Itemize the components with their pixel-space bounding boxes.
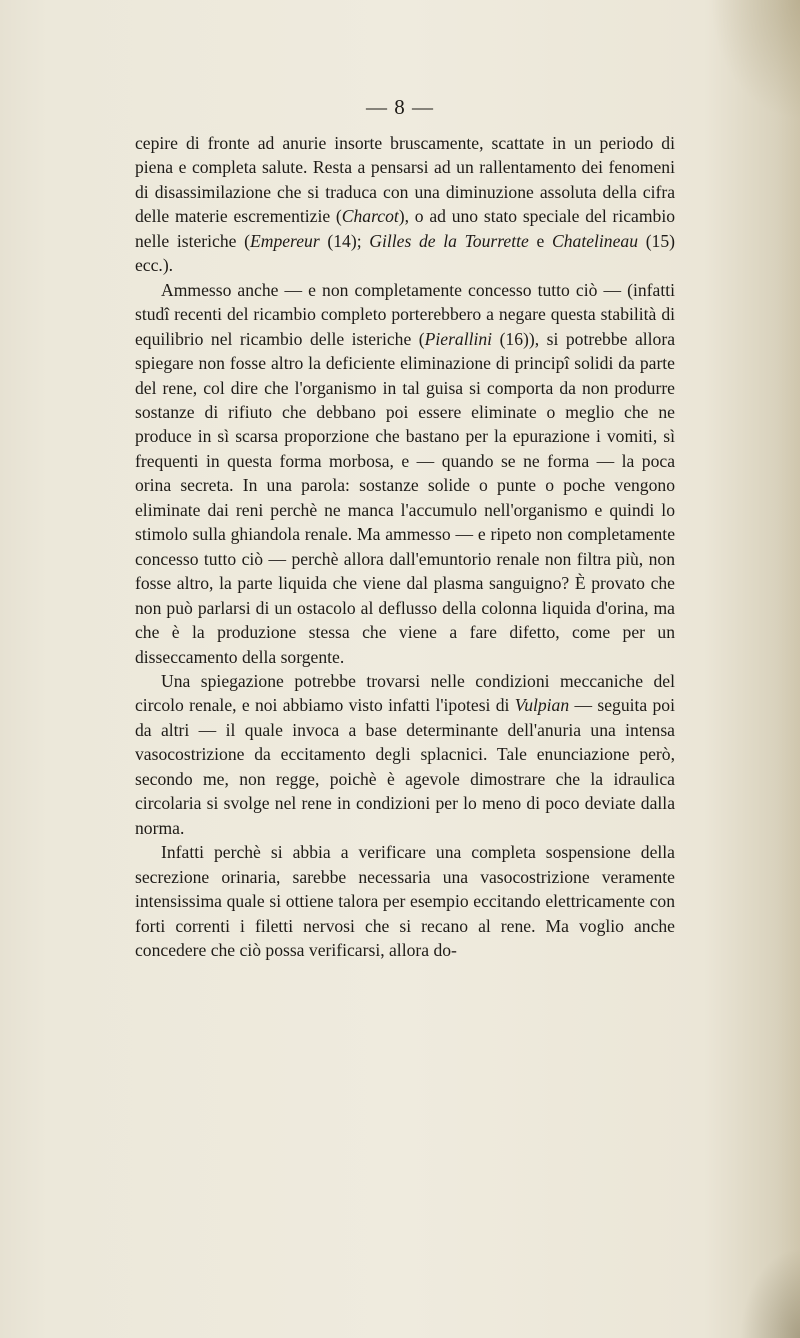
author-name: Chatelineau [552,230,639,251]
paragraph-3: Una spiegazione potrebbe trovarsi nelle condizioni meccaniche del circolo renale, e noi abbiamo visto infatti l'ipotesi di Vulpian — seguita poi da altri — il quale invoca a base determinante dell'anuria una intensa vasocostrizione da eccitamento degli splacnici. Tale enunciazione però, secondo me, non regge, poichè è agevole dimostrare che la idraulica circolaria si svolge nel rene in condizioni per lo meno di poco deviate dalla norma. [135,670,675,838]
paragraph-1: cepire di fronte ad anurie insorte bruscamente, scattate in un periodo di piena e completa salute. Resta a pensarsi ad un rallentamento dei fenomeni di disassimilazione che si traduca con una diminuzione assoluta della cifra delle materie escrementizie (Charcot), o ad uno stato speciale del ricambio nelle isteriche (Empereur (14); Gilles de la Tourrette e Chatelineau (15) ecc.). [135,133,676,276]
page-number: — 8 — [366,95,434,119]
author-name: Pierallini [424,328,493,349]
paper-stain [740,1248,800,1338]
author-name: Charcot [341,206,399,227]
author-name: Vulpian [514,695,570,716]
author-name: Empereur [250,230,320,251]
paragraph-2: Ammesso anche — e non completamente concesso tutto ciò — (infatti studî recenti del ricambio completo porterebbero a negare questa stabilità di equilibrio nel ricambio delle isteriche (Pierallini (16)), si potrebbe allora spiegare non fosse altro la deficiente eliminazione di principî solidi da parte del rene, col dire che l'organismo in tal guisa si comporta da non produrre sostanze di rifiuto che debbano poi essere eliminate o meglio che ne produce in sì scarsa proporzione che bastano per la epurazione i vomiti, sì frequenti in questa forma morbosa, e — quando se ne forma — la poca orina secreta. In una parola: sostanze solide o punte o poche vengono eliminate dai reni perchè ne manca l'accumulo nell'organismo e quindi lo stimolo sulla ghiandola renale. Ma ammesso — e ripeto non completamente concesso tutto ciò — perchè allora dall'emuntorio renale non filtra più, non fosse altro, la parte liquida che viene dal plasma sanguigno? È provato che non può parlarsi di un ostacolo al deflusso della colonna liquida d'orina, ma che è la produzione stessa che viene a fare difetto, come per un disseccamento della sorgente. [135,279,675,667]
author-name: Gilles de la Tourrette [369,230,529,251]
paragraph-4: Infatti perchè si abbia a verificare una completa sospensione della secrezione orinaria, sarebbe necessaria una vasocostrizione veramente intensissima quale si ottiene talora per esempio eccitando elettricamente con forti correnti i filetti nervosi che si recano al rene. Ma voglio anche concedere che ciò possa verificarsi, allora do- [135,842,675,960]
body-text [135,131,675,962]
